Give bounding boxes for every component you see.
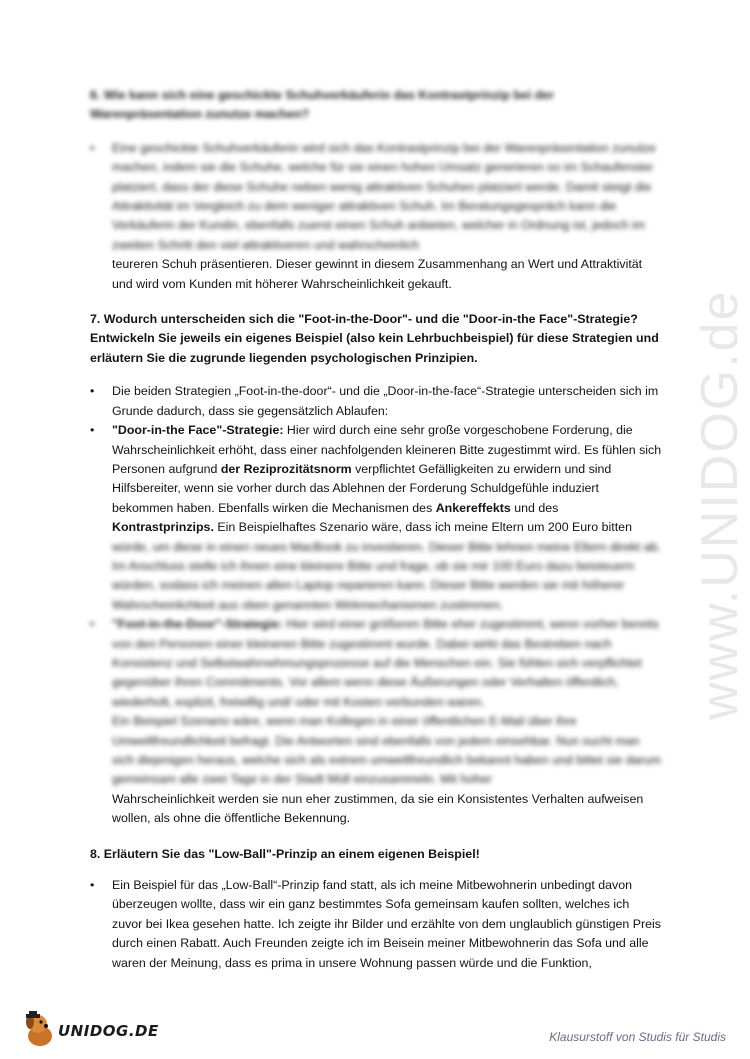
- unidog-logo[interactable]: [20, 1010, 160, 1050]
- list-item: [90, 421, 662, 615]
- foot-in-the-door-blurred-text: Hier wird einer größeren Bitte eher zugestimmt, wenn vorher bereits von den Personen einer kleineren Bitte zugestimmt wurde. Dabei wirkt das Bestreben nach Konsistenz und Selbstwahrnehmungsprozesse auf die Menschen ein. Sie fühlen sich verpflichtet gegenüber ihren Commitments. Vor allem wenn diese Äußerungen oder Verhalten öffentlich, wiederholt, explizit, freiwillig und/ oder mit Kosten verbunden waren.: [112, 617, 659, 709]
- reciprocity-norm-term: der Reziprozitätsnorm: [220, 461, 352, 476]
- question-7-answer: [90, 382, 662, 828]
- answer-8-text: Ein Beispiel für das „Low-Ball“-Prinzip fand statt, als ich meine Mitbewohnerin unbedingt davon überzeugen wollte, dass wir ein ganz bestimmtes Sofa gemeinsam kaufen sollten, welches ich zuvor bei Ikea gesehen hatte. Ich zeigte ihr Bilder und erzählte von dem unglaublich günstigen Preis durch einen Rabatt. Auch Freunden zeigte ich im Beisein meiner Mitbewohnerin das Sofa und alle waren der Meinung, dass es prima in unsere Wohnung passen würde und die Funktion,: [112, 878, 661, 970]
- foot-in-the-door-heading: "Foot-in-the-Door"-Strategie:: [112, 617, 283, 632]
- list-item: [90, 615, 662, 790]
- foot-in-the-door-blurred-example: Ein Beispiel Szenario wäre, wenn man Kollegen in einer öffentlichen E-Mail über ihre Umweltfreundlichkeit befragt. Die Antworten sind ebenfalls von jedem einsehbar. Nun sucht man sich diejenigen heraus, welche sich als extrem umweltfreundlich bekannt haben und bittet sie darum gemeinsam alle zwei Tage in der Stadt Müll einzusammeln. Mit hoher: [112, 714, 661, 787]
- bullet: •: [90, 878, 95, 893]
- door-in-the-face-text-3: und des: [510, 500, 559, 515]
- door-in-the-face-text-2: verpflichtet Gefälligkeiten zu erwidern und sind Hilfsbereiter, wenn sie vorher durch das Ablehnen der Forderung Schuldgefühle induziert bekommen haben. Ebenfalls wirken die Mechanismen des: [112, 461, 612, 515]
- bullet: •: [90, 140, 95, 155]
- list-item: [90, 790, 662, 829]
- question-8-title: 8. Erläutern Sie das "Low-Ball"-Prinzip an einem eigenen Beispiel!: [90, 846, 480, 861]
- document-content: [90, 86, 662, 973]
- list-item: [90, 382, 662, 421]
- answer-7-intro: Die beiden Strategien „Foot-in-the-door“- und die „Door-in-the-face“-Strategie unterscheiden sich im Grunde dadurch, dass sie gegensätzlich Ablaufen:: [112, 384, 659, 418]
- door-in-the-face-text-4: Ein Beispielhaftes Szenario wäre, dass ich meine Eltern um 200 Euro bitten: [213, 520, 632, 535]
- list-item: [90, 139, 662, 294]
- bullet: •: [90, 423, 95, 438]
- watermark: www.UNIDOG.de: [691, 289, 749, 720]
- dog-mascot-icon: [20, 1010, 60, 1050]
- door-in-the-face-blurred-example: würde, um diese in einen neues MacBook zu investieren. Dieser Bitte lehnen meine Eltern direkt ab. Im Anschluss stelle ich ihnen eine kleinere Bitte und frage, ob sie mir 100 Euro dazu beisteuern würden, sodass ich meinen alten Laptop reparieren kann. Dieser Bitte werden sie mit höherer Wahrscheinlichkeit aus oben genannten Wirkmechanismen zustimmen.: [112, 539, 661, 612]
- contrast-principle-term: Kontrastprinzips.: [112, 520, 214, 535]
- footer-tagline: Klausurstoff von Studis für Studis: [549, 1030, 726, 1044]
- anchor-effect-term: Ankereffekts: [435, 500, 511, 515]
- door-in-the-face-heading: "Door-in-the Face"-Strategie:: [112, 423, 284, 438]
- answer-6-blurred-text: Eine geschickte Schuhverkäuferin wird sich das Kontrastprinzip bei der Warenpräsentation zunutze machen, indem sie die Schuhe, welche für sie einen hohen Umsatz generieren so im Schaufenster platziert, dass der diese Schuhe neben wenig attraktiven Schuhen platziert werde. Damit steigt die Attraktivität im Vergleich zu dem weniger attraktiven Schuh. Im Beratungsgespräch kann die Verkäuferin der Kundin, ebenfalls zuerst einen Schuh anbieten, welcher in Ordnung ist, jedoch im zweiten Schritt den viel attraktiveren und wahrscheinlich: [112, 140, 656, 252]
- door-in-the-face-text-1: Hier wird durch eine sehr große vorgeschobene Forderung, die Wahrscheinlichkeit erhöht, dass einer nachfolgenden kleineren Bitte zugestimmt wird. Es fühlen sich Personen aufgrund: [112, 423, 662, 476]
- question-6-title: 6. Wie kann sich eine geschickte Schuhverkäuferin das Kontrastprinzip bei der Warenpräsentation zunutze machen?: [90, 88, 554, 122]
- bullet: •: [90, 617, 95, 632]
- answer-6-visible-text: teureren Schuh präsentieren. Dieser gewinnt in diesem Zusammenhang an Wert und Attraktivität und wird vom Kunden mit höherer Wahrscheinlichkeit gekauft.: [112, 257, 643, 291]
- list-item: [90, 876, 662, 973]
- bullet: •: [90, 384, 95, 399]
- question-8-answer: [90, 876, 662, 973]
- question-7-title: 7. Wodurch unterscheiden sich die "Foot-in-the-Door"- und die "Door-in-the Face"-Strategie? Entwickeln Sie jeweils ein eigenes Beispiel (also kein Lehrbuchbeispiel) für diese Strategien und erläutern Sie die zugrunde liegenden psychologischen Prinzipien.: [90, 312, 659, 365]
- question-6-answer: [90, 139, 662, 294]
- foot-in-the-door-visible-text: Wahrscheinlichkeit werden sie nun eher zustimmen, da sie ein Konsistentes Verhalten aufweisen wollen, als ohne die öffentliche Bekennung.: [112, 791, 644, 826]
- logo-text: UNIDOG.DE: [58, 1022, 159, 1040]
